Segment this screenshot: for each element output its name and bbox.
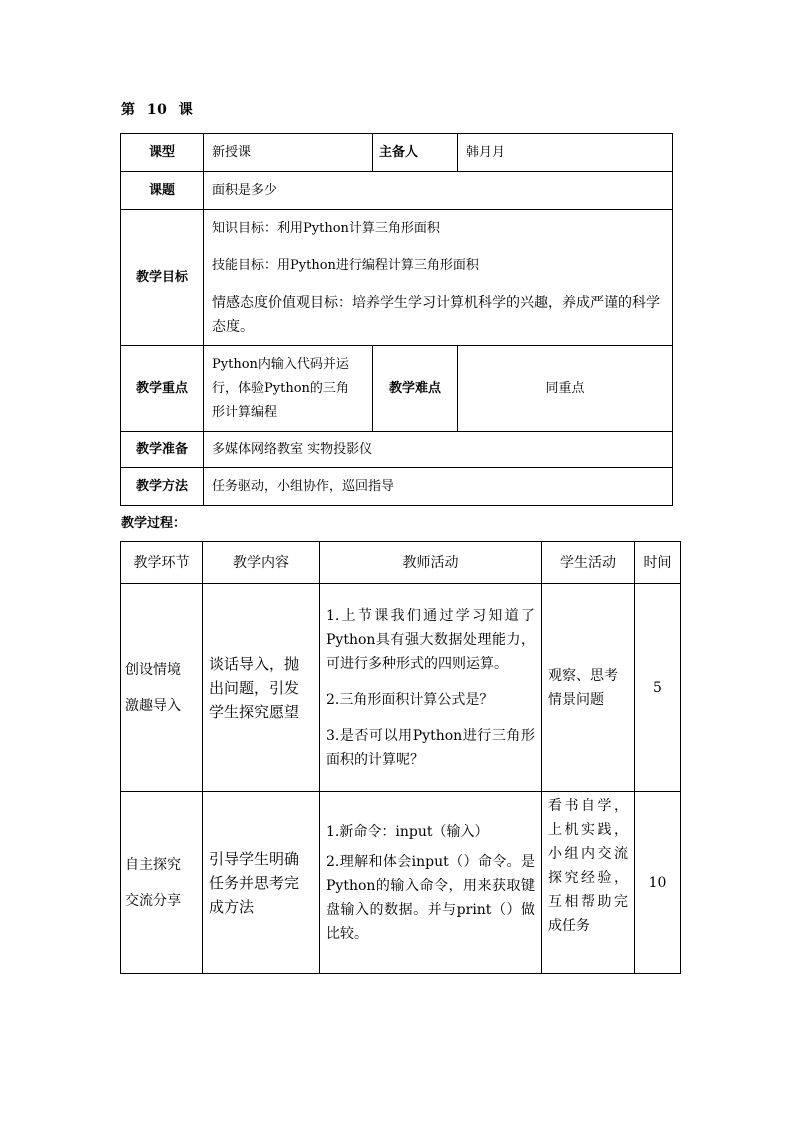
preparer-label: 主备人 (373, 134, 458, 172)
topic-value: 面积是多少 (204, 172, 673, 210)
difficulty-label: 教学难点 (373, 346, 458, 432)
key-value: Python内输入代码并运行，体验Python的三角形计算编程 (204, 346, 373, 432)
row1-stage-line1: 创设情境 (125, 661, 181, 678)
process-table (120, 541, 681, 974)
key-label: 教学重点 (121, 346, 204, 432)
row1-time: 5 (635, 584, 681, 792)
row2-student: 看书自学，上机实践，小组内交流探究经验，互相帮助完成任务 (542, 792, 635, 974)
preparer-value: 韩月月 (458, 134, 673, 172)
row2-teacher-p1: 1.新命令：input（输入） (326, 823, 489, 840)
row1-content: 谈话导入，抛出问题，引发学生探究愿望 (203, 584, 320, 792)
table-row (121, 584, 681, 792)
row2-stage-line1: 自主探究 (125, 856, 181, 873)
row1-teacher-p1: 1.上节课我们通过学习知道了Python具有强大数据处理能力，可进行多种形式的四则运算。 (326, 607, 535, 672)
row2-stage (121, 792, 203, 974)
row2-teacher-p2: 2.理解和体会input（）命令。是Python的输入命令，用来获取键盘输入的数据。并与print（）做比较。 (326, 853, 535, 942)
prep-label: 教学准备 (121, 432, 204, 468)
type-label: 课型 (121, 134, 204, 172)
row1-teacher-p3: 3.是否可以用Python进行三角形面积的计算呢？ (326, 727, 535, 768)
row2-teacher (320, 792, 542, 974)
lesson-title: 第 10 课 (121, 102, 194, 118)
type-value: 新授课 (204, 134, 373, 172)
row1-stage-line2: 激趣导入 (125, 697, 181, 714)
row2-stage-line2: 交流分享 (125, 892, 181, 909)
header-time: 时间 (635, 542, 681, 584)
method-label: 教学方法 (121, 468, 204, 506)
difficulty-value: 同重点 (458, 346, 673, 432)
goals-label: 教学目标 (121, 210, 204, 346)
header-student: 学生活动 (542, 542, 635, 584)
topic-label: 课题 (121, 172, 204, 210)
header-content: 教学内容 (203, 542, 320, 584)
lesson-info-table (120, 133, 673, 506)
row1-student: 观察、思考情景问题 (542, 584, 635, 792)
goal-skill: 技能目标：用Python进行编程计算三角形面积 (212, 257, 479, 273)
header-teacher: 教师活动 (320, 542, 542, 584)
header-stage: 教学环节 (121, 542, 203, 584)
row2-content: 引导学生明确任务并思考完成方法 (203, 792, 320, 974)
row1-stage (121, 584, 203, 792)
goal-attitude: 情感态度价值观目标：培养学生学习计算机科学的兴趣，养成严谨的科学态度。 (212, 294, 660, 335)
row1-teacher (320, 584, 542, 792)
goals-cell (204, 210, 673, 346)
process-label: 教学过程： (121, 516, 187, 531)
method-value: 任务驱动，小组协作，巡回指导 (204, 468, 673, 506)
prep-value: 多媒体网络教室 实物投影仪 (204, 432, 673, 468)
row1-teacher-p2: 2.三角形面积计算公式是？ (326, 691, 494, 708)
goal-knowledge: 知识目标：利用Python计算三角形面积 (212, 220, 440, 236)
row2-time: 10 (635, 792, 681, 974)
table-row (121, 792, 681, 974)
